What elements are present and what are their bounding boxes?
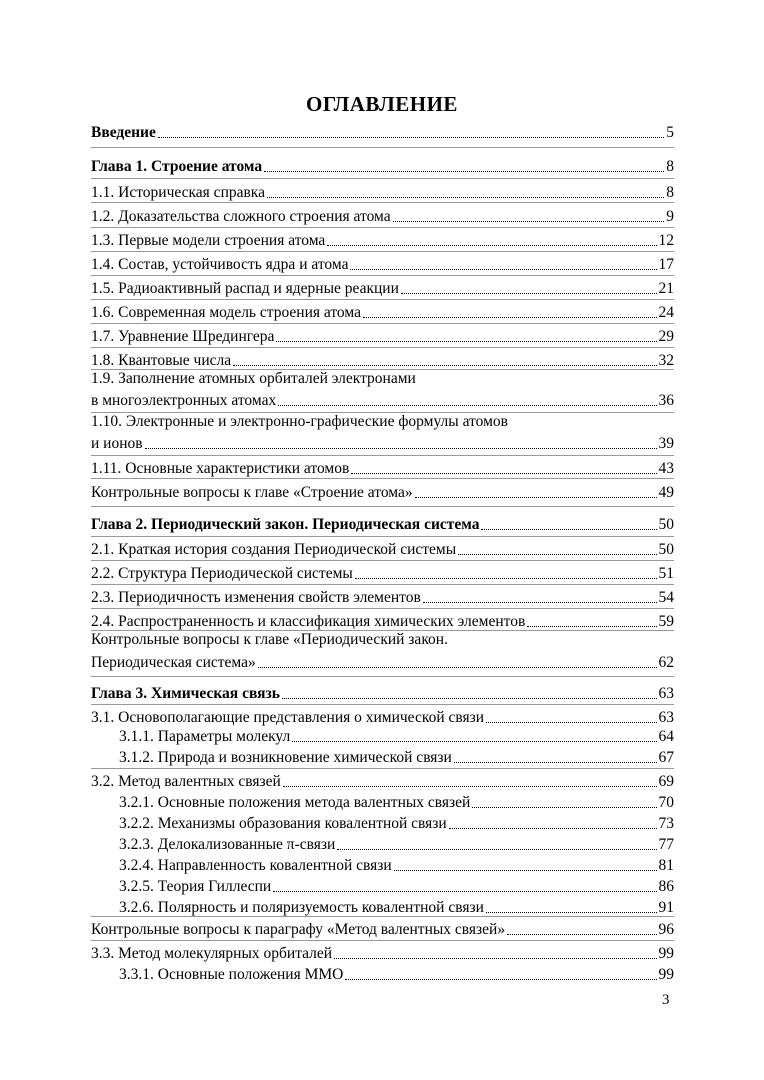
toc-entry-page: 8 xyxy=(666,158,674,175)
dot-leader xyxy=(472,806,656,808)
toc-entry-page: 12 xyxy=(658,232,674,249)
toc-entry-text: 2.4. Распространенность и классификация химических элементов xyxy=(91,613,526,630)
toc-entry-text: и ионов xyxy=(91,435,143,452)
toc-entry-page: 64 xyxy=(658,728,674,745)
dot-leader xyxy=(350,268,656,270)
toc-entry[interactable] xyxy=(91,388,674,410)
toc-entry-text: 3.2.5. Теория Гиллеспи xyxy=(119,878,272,895)
toc-entry-text: Введение xyxy=(91,124,156,141)
dot-leader xyxy=(264,170,664,172)
toc-entry-page: 63 xyxy=(658,685,674,702)
toc-entry-text: 2.1. Краткая история создания Периодической системы xyxy=(91,541,457,558)
dot-leader xyxy=(233,364,656,366)
toc-entry[interactable] xyxy=(91,324,674,346)
toc-entry[interactable] xyxy=(91,456,674,478)
toc-entry[interactable] xyxy=(91,348,674,370)
dot-leader xyxy=(282,697,657,699)
toc-entry[interactable] xyxy=(91,252,674,274)
toc-entry[interactable] xyxy=(91,228,674,250)
toc-entry-page: 70 xyxy=(658,794,674,811)
dot-leader xyxy=(158,136,664,138)
toc-entry-text: 1.8. Квантовые числа xyxy=(91,352,232,369)
toc-entry-page: 69 xyxy=(658,773,674,790)
toc-entry-text: 3.1. Основополагающие представления о химической связи xyxy=(91,709,485,726)
toc-entry[interactable] xyxy=(119,724,674,746)
toc-entry-text: Глава 1. Строение атома xyxy=(91,158,263,175)
toc-entry[interactable] xyxy=(91,180,674,202)
toc-entry[interactable] xyxy=(91,276,674,298)
dot-leader xyxy=(327,244,656,246)
toc-entry-text: 1.5. Радиоактивный распад и ядерные реакции xyxy=(91,280,399,297)
toc-entry-text: Периодическая система» xyxy=(91,654,256,671)
toc-entry-page: 17 xyxy=(658,256,674,273)
toc-entry-page: 5 xyxy=(666,124,674,141)
toc-entry-page: 77 xyxy=(658,836,674,853)
toc-entry[interactable] xyxy=(91,480,674,502)
toc-entry-page: 24 xyxy=(658,304,674,321)
toc-entry-page: 43 xyxy=(658,460,674,477)
toc-entry-page: 39 xyxy=(658,435,674,452)
dot-leader xyxy=(337,848,656,850)
toc-entry-text: 1.7. Уравнение Шредингера xyxy=(91,328,275,345)
toc-entry-text: 3.2.1. Основные положения метода валентных связей xyxy=(119,794,471,811)
toc-entry-text: 1.6. Современная модель строения атома xyxy=(91,304,361,321)
toc-entry[interactable] xyxy=(119,790,674,812)
toc-entry-page: 50 xyxy=(658,541,674,558)
dot-leader xyxy=(507,933,656,935)
toc-entry-page: 86 xyxy=(658,878,674,895)
toc-entry-page: 81 xyxy=(658,857,674,874)
toc-entry-text: 1.4. Состав, устойчивость ядра и атома xyxy=(91,256,349,273)
toc-entry[interactable] xyxy=(119,745,674,767)
toc-entry-text: 2.3. Периодичность изменения свойств элементов xyxy=(91,589,421,606)
toc-entry[interactable] xyxy=(119,895,674,917)
toc-entry-text: 1.11. Основные характеристики атомов xyxy=(91,460,350,477)
toc-entry-page: 49 xyxy=(658,484,674,501)
toc-entry-text-line1: Контрольные вопросы к главе «Периодический закон. xyxy=(91,631,448,648)
dot-leader xyxy=(278,404,656,406)
dot-leader xyxy=(454,761,657,763)
toc-entry-text-line1: 1.9. Заполнение атомных орбиталей электронами xyxy=(91,370,416,387)
toc-entry[interactable] xyxy=(119,832,674,854)
toc-entry-text: 3.2. Метод валентных связей xyxy=(91,773,281,790)
dot-leader xyxy=(423,601,657,603)
toc-entry-page: 50 xyxy=(658,516,674,533)
dot-leader xyxy=(363,316,657,318)
toc-entry[interactable] xyxy=(91,941,674,963)
toc-entry[interactable] xyxy=(91,609,674,631)
toc-entry-text: 1.2. Доказательства сложного строения атома xyxy=(91,208,391,225)
dot-leader xyxy=(345,978,656,980)
toc-entry[interactable] xyxy=(91,585,674,607)
toc-entry-text: в многоэлектронных атомах xyxy=(91,392,277,409)
dot-leader xyxy=(283,785,657,787)
dot-leader xyxy=(458,553,656,555)
toc-entry-text: Глава 2. Периодический закон. Периодическая система xyxy=(91,516,480,533)
toc-entry[interactable] xyxy=(91,650,674,672)
toc-entry-text: 1.1. Историческая справка xyxy=(91,184,265,201)
toc-entry-text: 3.1.2. Природа и возникновение химической связи xyxy=(119,749,452,766)
dot-leader xyxy=(393,220,665,222)
toc-entry-text: Контрольные вопросы к главе «Строение атома» xyxy=(91,484,413,501)
toc-entry-text: 1.3. Первые модели строения атома xyxy=(91,232,326,249)
toc-entry-page: 99 xyxy=(658,945,674,962)
divider xyxy=(91,147,674,148)
toc-chapter-3[interactable] xyxy=(91,681,674,703)
dot-leader xyxy=(292,740,656,742)
toc-entry-text: 3.1.1. Параметры молекул xyxy=(119,728,291,745)
toc-chapter-1[interactable] xyxy=(91,154,674,176)
toc-entry-text: Контрольные вопросы к параграфу «Метод валентных связей» xyxy=(91,921,506,938)
dot-leader xyxy=(394,869,657,871)
dot-leader xyxy=(449,827,657,829)
dot-leader xyxy=(355,577,657,579)
dot-leader xyxy=(351,472,656,474)
toc-entry[interactable] xyxy=(119,853,674,875)
dot-leader xyxy=(276,340,656,342)
toc-entry-page: 99 xyxy=(658,966,674,983)
toc-entry-text: 3.3. Метод молекулярных орбиталей xyxy=(91,945,333,962)
toc-entry-page: 36 xyxy=(658,392,674,409)
divider xyxy=(91,178,674,179)
toc-entry-text: 3.2.3. Делокализованные π-связи xyxy=(119,836,336,853)
toc-entry-page: 54 xyxy=(658,589,674,606)
toc-entry-page: 29 xyxy=(658,328,674,345)
toc-entry-page: 62 xyxy=(658,654,674,671)
toc-entry[interactable] xyxy=(91,769,674,791)
toc-entry-text: 3.2.4. Направленность ковалентной связи xyxy=(119,857,392,874)
toc-chapter-2[interactable] xyxy=(91,512,674,534)
toc-entry-page: 9 xyxy=(666,208,674,225)
toc-entry-text: 3.3.1. Основные положения ММО xyxy=(119,966,344,983)
divider xyxy=(91,478,674,479)
dot-leader xyxy=(267,196,664,198)
toc-entry[interactable] xyxy=(91,204,674,226)
page-number: 3 xyxy=(662,992,670,1008)
dot-leader xyxy=(401,292,657,294)
toc-entry-text: 3.2.2. Механизмы образования ковалентной связи xyxy=(119,815,447,832)
toc-entry[interactable] xyxy=(91,431,674,453)
toc-entry-page: 67 xyxy=(658,749,674,766)
toc-entry-page: 59 xyxy=(658,613,674,630)
toc-entry-page: 51 xyxy=(658,565,674,582)
dot-leader xyxy=(334,957,656,959)
divider xyxy=(91,202,674,203)
toc-entry-page: 21 xyxy=(658,280,674,297)
toc-entry-intro[interactable] xyxy=(91,120,674,142)
page-title: ОГЛАВЛЕНИЕ xyxy=(306,92,458,116)
toc-entry-page: 63 xyxy=(658,709,674,726)
divider xyxy=(91,676,674,677)
dot-leader xyxy=(273,890,656,892)
dot-leader xyxy=(486,721,656,723)
toc-entry[interactable] xyxy=(119,962,674,984)
dot-leader xyxy=(481,528,656,530)
toc-entry-page: 96 xyxy=(658,921,674,938)
toc-entry-page: 73 xyxy=(658,815,674,832)
toc-entry[interactable] xyxy=(91,300,674,322)
toc-entry[interactable] xyxy=(119,811,674,833)
toc-entry[interactable] xyxy=(119,874,674,896)
dot-leader xyxy=(486,911,657,913)
toc-entry-page: 8 xyxy=(666,184,674,201)
dot-leader xyxy=(415,496,657,498)
toc-entry[interactable] xyxy=(91,917,674,939)
dot-leader xyxy=(258,666,657,668)
dot-leader xyxy=(145,447,657,449)
toc-entry[interactable] xyxy=(91,537,674,559)
toc-entry-text: 2.2. Структура Периодической системы xyxy=(91,565,353,582)
toc-entry-text: Глава 3. Химическая связь xyxy=(91,685,280,702)
toc-entry-page: 32 xyxy=(658,352,674,369)
divider xyxy=(91,506,674,507)
toc-entry-text: 3.2.6. Полярность и поляризуемость ковалентной связи xyxy=(119,899,484,916)
toc-entry-page: 91 xyxy=(658,899,674,916)
dot-leader xyxy=(527,625,656,627)
toc-entry[interactable] xyxy=(91,561,674,583)
toc-entry-text-line1: 1.10. Электронные и электронно-графические формулы атомов xyxy=(91,413,508,430)
